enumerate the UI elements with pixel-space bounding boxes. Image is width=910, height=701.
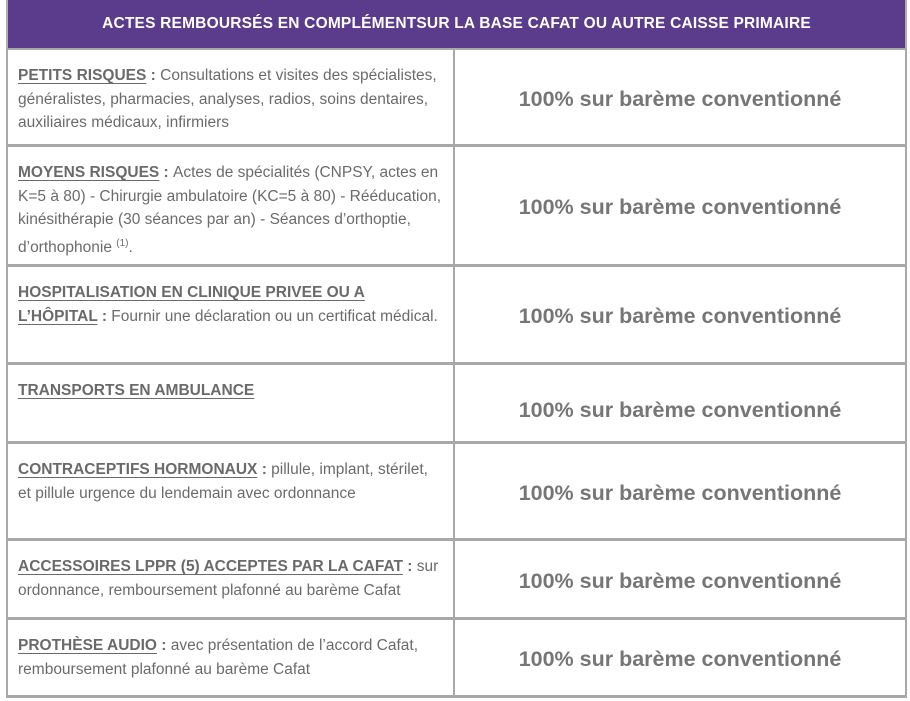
act-description-cell — [8, 541, 455, 617]
coverage-cell — [455, 620, 905, 695]
act-description-cell — [8, 50, 455, 144]
coverage-value: 100% sur barème conventionné — [518, 568, 842, 593]
act-description: Fournir une déclaration ou un certificat médical. — [111, 307, 438, 325]
act-description-cell — [8, 620, 455, 695]
table-header — [6, 0, 907, 48]
coverage-cell — [455, 365, 905, 441]
coverage-value: 100% sur barème conventionné — [518, 195, 842, 219]
label-separator: : — [257, 461, 272, 478]
coverage-cell — [455, 50, 905, 144]
act-description: avec présentation de l’accord Cafat, remboursement plafonné au barème Cafat — [18, 637, 419, 678]
label-separator: : — [97, 307, 112, 325]
act-label: PROTHÈSE AUDIO — [18, 637, 157, 654]
table-row-hospitalisation — [6, 267, 907, 365]
act-label: TRANSPORTS EN AMBULANCE — [18, 382, 255, 399]
label-separator: : — [159, 164, 174, 181]
table-row-accessoires-lppr — [6, 541, 907, 620]
coverage-cell — [455, 444, 905, 538]
act-label: ACCESSOIRES LPPR (5) ACCEPTES PAR LA CAFAT — [18, 558, 403, 575]
footnote-marker: (1) — [116, 237, 129, 249]
act-description: Consultations et visites des spécialistes, généralistes, pharmacies, analyses, radios, soins dentaires, auxiliaires médicaux, infirmiers — [18, 67, 437, 131]
act-description-line2: et pillule urgence du lendemain avec ordonnance — [18, 484, 356, 502]
act-description: sur ordonnance, remboursement plafonné au barème Cafat — [18, 558, 439, 599]
reimbursement-table — [6, 0, 907, 698]
act-description-cell — [8, 147, 455, 264]
label-separator: : — [146, 67, 161, 84]
act-description: pillule, implant, stérilet, — [271, 461, 428, 478]
coverage-value: 100% sur barème conventionné — [518, 86, 842, 111]
coverage-cell — [455, 541, 905, 617]
act-description-cell — [8, 365, 455, 441]
act-label: MOYENS RISQUES — [18, 164, 160, 181]
coverage-value: 100% sur barème conventionné — [518, 304, 842, 328]
act-label: CONTRACEPTIFS HORMONAUX — [18, 461, 258, 478]
label-separator: : — [156, 637, 171, 654]
act-description-cell — [8, 267, 455, 362]
coverage-value: 100% sur barème conventionné — [518, 480, 842, 505]
coverage-cell — [455, 267, 905, 362]
act-label: HOSPITALISATION EN CLINIQUE PRIVEE OU A L’HÔPITAL — [18, 284, 365, 325]
table-row-transports-ambulance — [6, 365, 907, 444]
coverage-value: 100% sur barème conventionné — [518, 397, 842, 422]
description-end: . — [128, 238, 133, 256]
coverage-value: 100% sur barème conventionné — [518, 647, 842, 671]
table-row-petits-risques — [6, 48, 907, 147]
act-label: PETITS RISQUES — [18, 67, 147, 84]
act-description: Actes de spécialités (CNPSY, actes en K=5 à 80) - Chirurgie ambulatoire (KC=5 à 80) - Rééducation, kinésithérapie (30 séances par an) - Séances d’orthoptie, d’orthophonie — [18, 164, 442, 256]
table-title: ACTES REMBOURSÉS EN COMPLÉMENTSUR LA BASE CAFAT OU AUTRE CAISSE PRIMAIRE — [102, 15, 811, 32]
coverage-cell — [455, 147, 905, 264]
label-separator: : — [402, 558, 417, 575]
table-row-moyens-risques — [6, 147, 907, 267]
table-row-prothese-audio — [6, 620, 907, 698]
act-description-cell — [8, 444, 455, 538]
table-row-contraceptifs — [6, 444, 907, 541]
